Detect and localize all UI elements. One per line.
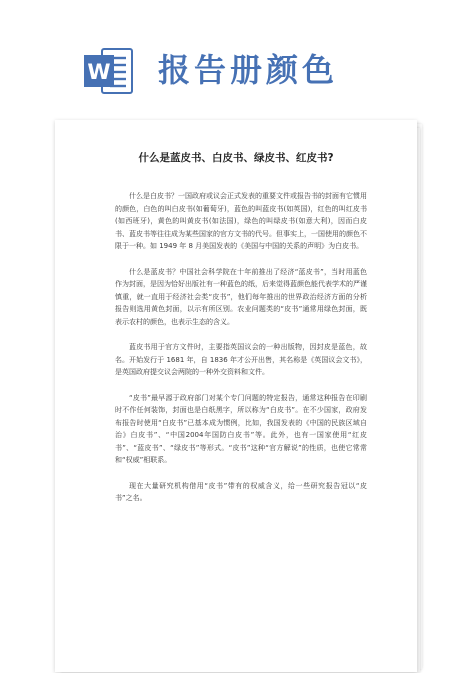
body-paragraph: “皮书”最早源于政府部门对某个专门问题的特定报告，通常这种报告在印刷时不作任何装饰，封面也是白纸黑字，所以称为“白皮书”。在不少国家，政府发布报告时使用“白皮书”已基本成为惯例，比如，我国发表的《中国的民族区域自治》白皮书”、“中国2004年国防白皮书”等。此外，也有一国家使用“红皮书”、“蓝皮书”、“绿皮书”等形式。“皮书”这种“官方解说”的性质，也使它常常和“权威”相联系。 — [115, 393, 367, 464]
page-body — [115, 190, 367, 518]
body-paragraph: 什么是蓝皮书？中国社会科学院在十年前推出了经济“蓝皮书”，当时用蓝色作为封面，是因为恰好出版社有一种蓝色的纸，后来觉得蓝颜色能代表学术的严谨慎重，就一直用于经济社会类“皮书”，他们每年推出的世界政治经济方面的分析报告则选用黄色封面，以示有所区别。农业问题类的“皮书”通常用绿色封面，既表示农村的颜色，也表示生态的含义。 — [115, 267, 367, 326]
document-title: 报告册颜色 — [158, 51, 339, 89]
body-paragraph: 什么是白皮书？一国政府或议会正式发表的重要文件或报告书的封面有它惯用的颜色，白色的叫白皮书(如葡萄牙)，蓝色的叫蓝皮书(如英国)，红色的叫红皮书(如西班牙)，黄色的叫黄皮书(如法国)，绿色的叫绿皮书(如意大利)，因而白皮书、蓝皮书等往往成为某些国家的官方文书的代号。但事实上，一国使用的颜色不限于一种。如 1949 年 8 月美国发表的《美国与中国的关系的声明》为白皮书。 — [115, 192, 367, 250]
svg-text:W: W — [87, 60, 111, 84]
body-paragraph: 现在大量研究机构借用“皮书”带有的权威含义，给一些研究报告冠以“皮书”之名。 — [115, 481, 367, 502]
word-document-icon — [80, 43, 136, 99]
header-banner — [0, 0, 474, 130]
page-heading: 什么是蓝皮书、白皮书、绿皮书、红皮书? — [138, 152, 334, 164]
document-page — [55, 120, 417, 672]
body-paragraph: 蓝皮书用于官方文件时，主要指英国议会的一种出版物，因封皮是蓝色，故名。开始发行于 1681 年，自 1836 年才公开出售，其名称是《英国议会文书》，是英国政府提交议会两院的一种外交资料和文件。 — [115, 343, 367, 376]
